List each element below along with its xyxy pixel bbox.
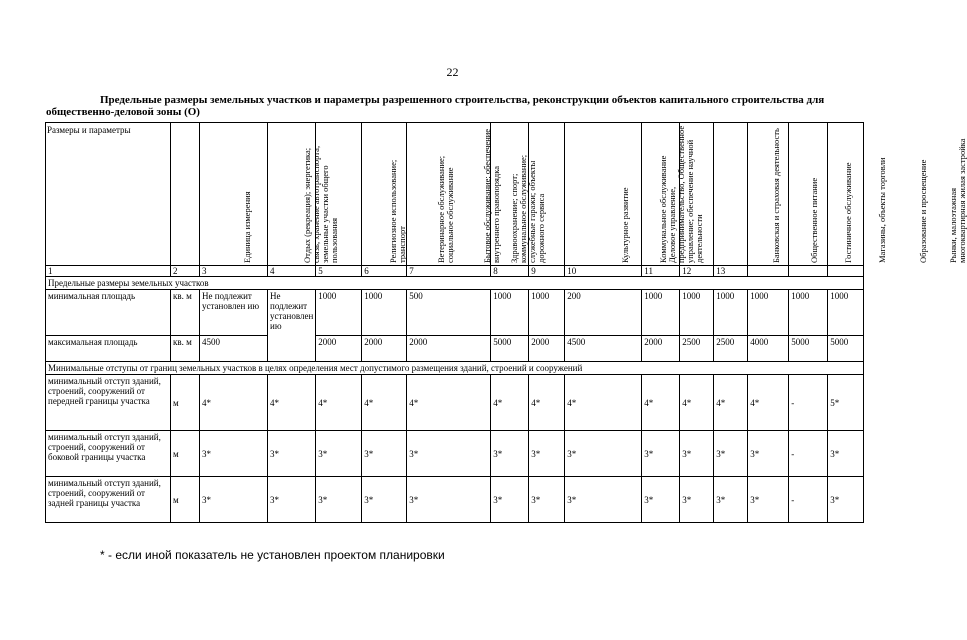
value-cell: 3* [529, 431, 565, 477]
value-cell: 3* [642, 477, 680, 523]
column-number: 3 [200, 266, 268, 277]
value-cell: 5* [828, 375, 864, 431]
section-row [46, 362, 864, 375]
header-cell: Ветеринарное обслуживание; социальное обслуживание [316, 123, 362, 266]
value-cell: 3* [200, 431, 268, 477]
value-cell: 2000 [529, 336, 565, 362]
value-cell: 4* [362, 375, 407, 431]
unit-cell: м [171, 431, 200, 477]
unit-cell: кв. м [171, 290, 200, 336]
value-cell: 3* [362, 477, 407, 523]
header-cell: Культурное развитие [491, 123, 529, 266]
value-cell: 3* [268, 431, 316, 477]
column-number [748, 266, 789, 277]
value-cell: 3* [407, 477, 491, 523]
column-number: 2 [171, 266, 200, 277]
value-cell: 3* [268, 477, 316, 523]
unit-cell: м [171, 375, 200, 431]
header-row [46, 123, 864, 266]
value-cell: 3* [642, 431, 680, 477]
value-cell: 3* [714, 477, 748, 523]
header-cell: Банковская и страховая деятельность [642, 123, 680, 266]
header-params: Размеры и параметры [46, 123, 171, 266]
value-cell: 1000 [748, 290, 789, 336]
value-cell: 3* [491, 431, 529, 477]
table-row [46, 431, 864, 477]
value-cell: 5000 [491, 336, 529, 362]
table-row [46, 290, 864, 336]
column-number: 12 [680, 266, 714, 277]
value-cell: 4* [642, 375, 680, 431]
value-cell: 4* [491, 375, 529, 431]
value-cell: 1000 [642, 290, 680, 336]
document-title: Предельные размеры земельных участков и параметры разрешенного строительства, реконструкции объектов капитального строительства для общественно-деловой зоны (О) [46, 94, 825, 118]
value-cell: 4000 [748, 336, 789, 362]
header-cell: Деловое управление, предпринимательство, Общественное управление; обеспечение научной деятельности [565, 123, 642, 266]
value-cell: 1000 [316, 290, 362, 336]
value-cell: Не подлежит установлен ию [200, 290, 268, 336]
value-cell: 3* [680, 477, 714, 523]
header-cell: Рынки, малоэтажная многоквартирная жилая застройка [828, 123, 864, 266]
value-cell: 4500 [565, 336, 642, 362]
value-cell: 4* [680, 375, 714, 431]
value-cell: 1000 [529, 290, 565, 336]
value-cell: 5000 [828, 336, 864, 362]
value-cell: 2000 [362, 336, 407, 362]
value-cell: 1000 [828, 290, 864, 336]
header-cell: Гостиничное обслуживание [714, 123, 748, 266]
section-row [46, 277, 864, 290]
value-cell: 3* [565, 477, 642, 523]
value-cell: 4* [407, 375, 491, 431]
value-cell: 3* [828, 431, 864, 477]
footnote: * - если иной показатель не установлен проектом планировки [100, 548, 445, 562]
column-number: 4 [268, 266, 316, 277]
value-cell: 4500 [200, 336, 268, 362]
value-cell: 3* [362, 431, 407, 477]
value-cell: 4* [565, 375, 642, 431]
value-cell: 2000 [316, 336, 362, 362]
table-row [46, 375, 864, 431]
value-cell: 3* [565, 431, 642, 477]
value-cell: 1000 [680, 290, 714, 336]
value-cell: 3* [748, 477, 789, 523]
value-cell: 3* [529, 477, 565, 523]
value-cell: 2000 [407, 336, 491, 362]
value-cell: 1000 [789, 290, 828, 336]
header-cell: Здравоохранение; спорт; коммунальное обслуживание; служебные гаражи; объекты дорожного сервиса [407, 123, 491, 266]
header-cell: Общественное питание [680, 123, 714, 266]
header-cell: Образование и просвещение [789, 123, 828, 266]
value-cell: 4* [529, 375, 565, 431]
value-cell: - [789, 431, 828, 477]
column-number-row [46, 266, 864, 277]
column-number: 6 [362, 266, 407, 277]
column-number: 8 [491, 266, 529, 277]
header-cell: Религиозное использование; транспорт [268, 123, 316, 266]
value-cell: 3* [491, 477, 529, 523]
parameters-table [45, 122, 967, 523]
value-cell: 4* [268, 375, 316, 431]
column-number: 10 [565, 266, 642, 277]
table-row [46, 336, 864, 362]
column-number: 13 [714, 266, 748, 277]
header-cell: Единица измерения [171, 123, 200, 266]
value-cell: Не подлежит установлен ию [268, 290, 316, 362]
value-cell: 1000 [491, 290, 529, 336]
value-cell: 3* [316, 431, 362, 477]
value-cell: 3* [828, 477, 864, 523]
column-number: 5 [316, 266, 362, 277]
value-cell: 3* [714, 431, 748, 477]
column-number [789, 266, 828, 277]
value-cell: 2500 [680, 336, 714, 362]
column-number [828, 266, 864, 277]
value-cell: 3* [200, 477, 268, 523]
table-row [46, 477, 864, 523]
section-title: Предельные размеры земельных участков [46, 277, 864, 290]
value-cell: 4* [200, 375, 268, 431]
row-label: максимальная площадь [46, 336, 171, 362]
column-number: 9 [529, 266, 565, 277]
section-title: Минимальные отступы от границ земельных участков в целях определения мест допустимого размещения зданий, строений и сооружений [46, 362, 864, 375]
column-number: 11 [642, 266, 680, 277]
value-cell: 2500 [714, 336, 748, 362]
value-cell: 1000 [362, 290, 407, 336]
value-cell: 500 [407, 290, 491, 336]
value-cell: - [789, 375, 828, 431]
unit-cell: кв. м [171, 336, 200, 362]
value-cell: 3* [748, 431, 789, 477]
header-cell: Коммунальное обслуживание [529, 123, 565, 266]
value-cell: 4* [714, 375, 748, 431]
value-cell: - [789, 477, 828, 523]
value-cell: 2000 [642, 336, 680, 362]
page-number: 22 [446, 65, 459, 79]
value-cell: 200 [565, 290, 642, 336]
value-cell: 5000 [789, 336, 828, 362]
header-cell: Отдых (рекреация); энергетика; связь; хранение автотранспорта; земельные участки общего пользования [200, 123, 268, 266]
header-cell: Бытовое обслуживание; обеспечение внутреннего правопорядка [362, 123, 407, 266]
unit-cell: м [171, 477, 200, 523]
column-number: 1 [46, 266, 171, 277]
value-cell: 4* [748, 375, 789, 431]
value-cell: 3* [680, 431, 714, 477]
row-label: минимальный отступ зданий, строений, сооружений от передней границы участка [46, 375, 171, 431]
header-cell: Магазины, объекты торговли [748, 123, 789, 266]
column-number: 7 [407, 266, 491, 277]
row-label: минимальный отступ зданий, строений, сооружений от задней границы участка [46, 477, 171, 523]
value-cell: 3* [316, 477, 362, 523]
value-cell: 3* [407, 431, 491, 477]
row-label: минимальный отступ зданий, строений, сооружений от боковой границы участка [46, 431, 171, 477]
value-cell: 1000 [714, 290, 748, 336]
value-cell: 4* [316, 375, 362, 431]
row-label: минимальная площадь [46, 290, 171, 336]
